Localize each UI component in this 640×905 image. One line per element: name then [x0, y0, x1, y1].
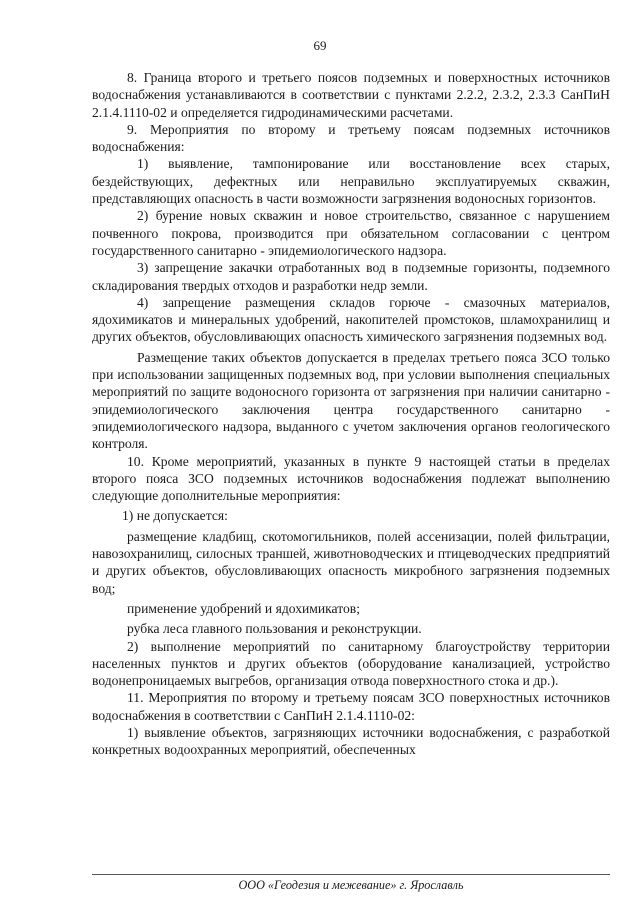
paragraph-8: 8. Граница второго и третьего поясов подземных и поверхностных источников водоснабжения устанавливаются в соответствии с пунктами 2.2.2, 2.3.2, 2.3.3 СанПиН 2.1.4.1110-02 и определяется гидродинамическими расчетами. [92, 70, 610, 120]
list-item-10-2: 2) выполнение мероприятий по санитарному благоустройству территории населенных пунктов и других объектов (оборудование канализацией, устройство водонепроницаемых выгребов, организация отвода поверхностного стока и др.). [92, 638, 610, 689]
prohibited-fertilizers: применение удобрений и ядохимикатов; [127, 600, 360, 616]
paragraph-9: 9. Мероприятия по второму и третьему поясам подземных источников водоснабжения: [92, 121, 610, 155]
list-item-9-3: 3) запрещение закачки отработанных вод в подземные горизонты, подземного складирования твердых отходов и разработки недр земли. [92, 260, 610, 293]
paragraph-placement: Размещение таких объектов допускается в пределах третьего пояса ЗСО только при использовании защищенных подземных вод, при условии выполнения специальных мероприятий по защите водоносного горизонта от загрязнения при наличии санитарно - эпидемиологического заключения центра государственного санитарно - эпидемиологического надзора, выданного с учетом заключения органов геологического контроля. [92, 349, 610, 452]
paragraph-10: 10. Кроме мероприятий, указанных в пункте 9 настоящей статьи в пределах второго пояса ЗСО подземных источников водоснабжения подлежат выполнению следующие дополнительные мероприятия: [92, 453, 610, 504]
page-number: 69 [313, 38, 327, 53]
list-item-10-1: 1) не допускается: [122, 508, 228, 524]
list-item-9-4: 4) запрещение размещения складов горюче - смазочных материалов, ядохимикатов и минеральных удобрений, накопителей промстоков, шламохранилищ и других объектов, обусловливающих опасность химического загрязнения подземных вод. [92, 294, 610, 345]
prohibited-logging: рубка леса главного пользования и реконструкции. [127, 621, 422, 637]
list-item-9-1: 1) выявление, тампонирование или восстановление всех старых, бездействующих, дефектных или неправильно эксплуатируемых скважин, представляющих опасность в части возможности загрязнения водоносных горизонтов. [92, 156, 610, 207]
paragraph-11: 11. Мероприятия по второму и третьему поясам ЗСО поверхностных источников водоснабжения в соответствии с СанПиН 2.1.4.1110-02: [92, 690, 610, 723]
document-body [92, 69, 610, 759]
list-item-11-1: 1) выявление объектов, загрязняющих источники водоснабжения, с разработкой конкретных водоохранных мероприятий, обеспеченных [92, 724, 610, 758]
footer-divider [92, 874, 610, 875]
prohibited-objects: размещение кладбищ, скотомогильников, полей ассенизации, полей фильтрации, навозохранилищ, силосных траншей, животноводческих и птицеводческих предприятий и других объектов, обусловливающих опасность микробного загрязнения подземных вод; [92, 528, 610, 596]
list-item-9-2: 2) бурение новых скважин и новое строительство, связанное с нарушением почвенного покрова, производится при обязательном согласовании с центром государственного санитарно - эпидемиологического надзора. [92, 208, 610, 258]
page-footer: ООО «Геодезия и межевание» г. Ярославль [238, 878, 464, 892]
